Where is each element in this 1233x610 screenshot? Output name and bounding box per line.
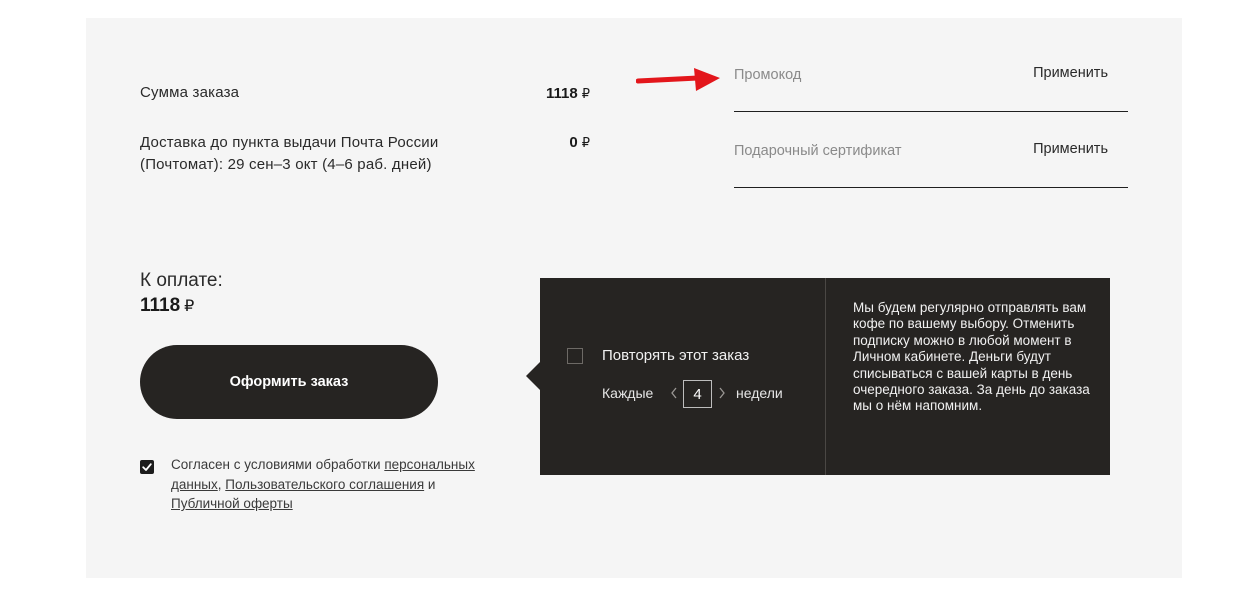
apply-promo-button[interactable]: Применить — [1033, 65, 1108, 81]
public-offer-link[interactable]: Публичной оферты — [171, 496, 293, 511]
repeat-order-box — [540, 278, 1110, 475]
personal-data-link[interactable]: персональных данных — [171, 457, 475, 492]
agreement-checkbox[interactable] — [140, 460, 154, 474]
user-agreement-link[interactable]: Пользовательского соглашения — [225, 476, 425, 492]
apply-certificate-button[interactable]: Применить — [1033, 141, 1108, 157]
delivery-label: Доставка до пункта выдачи Почта России (Почтомат): 29 сен–3 окт (4–6 раб. дней) — [140, 134, 439, 173]
total-to-pay-value — [140, 295, 194, 317]
order-sum-value — [546, 85, 590, 102]
promo-code-field — [734, 65, 1128, 112]
chevron-right-icon[interactable] — [716, 385, 728, 401]
agreement-text — [171, 455, 491, 514]
subscription-info-text: Мы будем регулярно отправлять вам кофе по вашему выбору. Отменить подписку можно в любой момент в Личном кабинете. Деньги будут списываться с вашей карты в день очередного заказа. За день до заказа мы о нём напомним. — [853, 300, 1090, 414]
weeks-interval-input[interactable] — [683, 380, 712, 408]
currency-symbol: ₽ — [581, 86, 590, 101]
gift-certificate-input[interactable] — [734, 140, 1014, 162]
weeks-label: недели — [736, 385, 783, 401]
repeat-order-label: Повторять этот заказ — [602, 347, 750, 364]
every-label: Каждые — [602, 385, 654, 401]
checkmark-icon — [142, 462, 152, 472]
currency-symbol: ₽ — [581, 135, 590, 150]
repeat-order-checkbox[interactable] — [567, 348, 583, 364]
delivery-cost-amount: 0 — [569, 134, 578, 151]
arrow-right-icon — [636, 66, 722, 94]
chevron-left-icon[interactable] — [668, 385, 680, 401]
repeat-box-pointer — [526, 362, 540, 390]
divider — [825, 278, 826, 475]
currency-symbol: ₽ — [184, 298, 195, 315]
order-sum-amount: 1118 — [546, 85, 578, 102]
agreement-separator: , — [217, 476, 226, 492]
total-amount: 1118 — [140, 295, 181, 316]
promo-code-input[interactable] — [734, 64, 1014, 86]
agreement-text-intro: Согласен с условиями обработки — [171, 457, 381, 472]
gift-certificate-field — [734, 141, 1128, 188]
place-order-button[interactable]: Оформить заказ — [140, 345, 438, 419]
delivery-cost-value — [569, 134, 590, 151]
agreement-separator: и — [424, 476, 436, 492]
total-to-pay-label: К оплате: — [140, 270, 223, 291]
order-sum-label: Сумма заказа — [140, 84, 240, 101]
